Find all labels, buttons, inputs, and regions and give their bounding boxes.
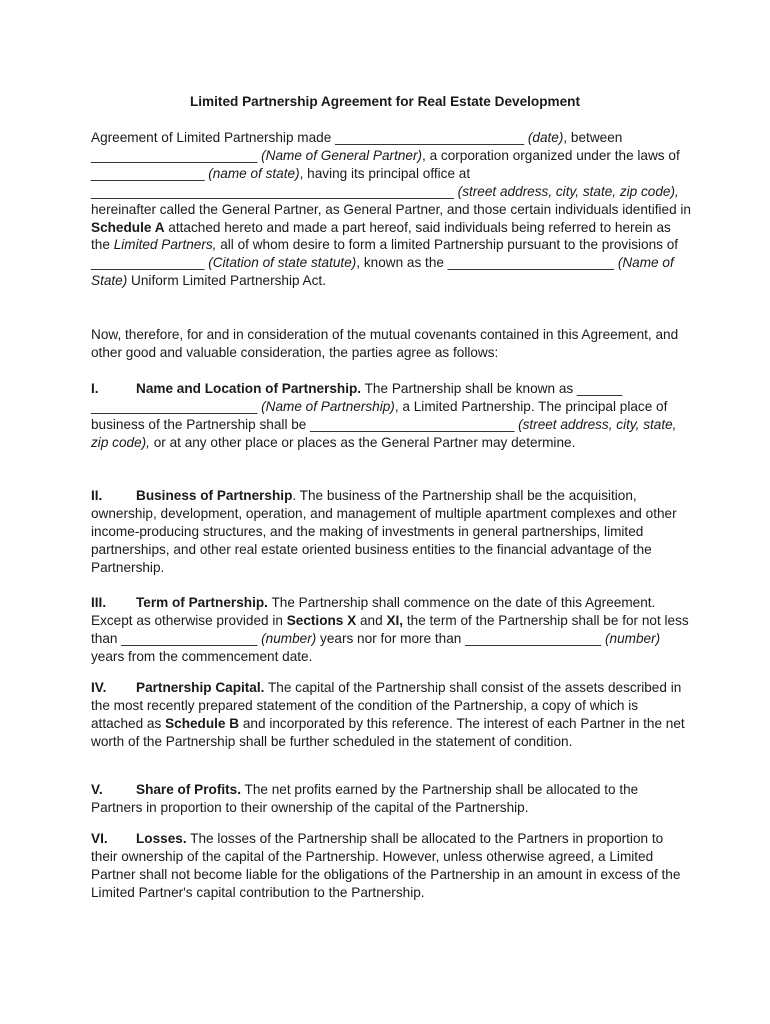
section-number: V.	[91, 782, 103, 797]
general-partner-blank: ______________________	[91, 147, 258, 163]
general-partner-hint: (Name of General Partner)	[261, 147, 423, 163]
section-heading: Term of Partnership.	[136, 595, 268, 610]
section-text: and incorporated by this reference. The interest of each Partner in the net worth of the Partnership shall be further scheduled in the statement of condition.	[91, 715, 685, 749]
document-title: Limited Partnership Agreement for Real Estate Development	[189, 94, 581, 109]
state-blank: _______________	[91, 165, 205, 181]
intro-text: attached hereto and made a part hereof, said individuals being referred to herein as the	[91, 219, 671, 253]
section-number: IV.	[91, 680, 107, 695]
schedule-a-ref: Schedule A	[91, 219, 165, 235]
statute-hint: (Citation of state statute)	[208, 255, 357, 271]
section-text: . The business of the Partnership shall be the acquisition, ownership, development, operation, and management of multiple apartment complexes and other income-producing structures, and the making of investments in general partnerships, limited partnerships, and other real estate oriented business entities to the financial advantage of the Partnership.	[91, 488, 677, 575]
schedule-b-ref: Schedule B	[165, 715, 240, 731]
statute-blank: _______________	[91, 255, 205, 271]
section-text: The losses of the Partnership shall be allocated to the Partners in proportion to their ownership of the capital of the Partnership. However, unless otherwise agreed, a Limited Partner shall not become liable for the obligations of the Partnership in an amount in excess of the Limited Partner's capital contribution to the Partnership.	[91, 831, 681, 900]
section-text: or at any other place or places as the General Partner may determine.	[149, 434, 576, 450]
address-blank: ________________________________________________	[91, 183, 454, 199]
sections-x-ref: Sections X	[286, 612, 357, 628]
section-5	[91, 781, 691, 817]
partnership-name-hint: (Name of Partnership)	[261, 398, 395, 414]
section-text: The Partnership shall commence on the date of this Agreement. Except as otherwise provided in	[91, 595, 656, 628]
state-hint: (name of state)	[208, 165, 300, 181]
date-blank: _________________________	[335, 130, 525, 145]
name-of-state-blank: ______________________	[447, 255, 615, 271]
number-hint: (number)	[604, 630, 661, 646]
intro-paragraph	[91, 129, 691, 290]
intro-text: , a corporation organized under the laws of	[422, 147, 680, 163]
max-years-blank: __________________	[465, 630, 602, 646]
number-hint: (number)	[261, 630, 317, 646]
section-heading: Name and Location of Partnership.	[136, 381, 362, 396]
limited-partners-term: Limited Partners,	[113, 237, 217, 253]
section-heading: Partnership Capital.	[136, 680, 265, 695]
intro-text: Uniform Limited Partnership Act.	[127, 273, 326, 289]
section-text: the term of the Partnership shall be for not less than	[91, 612, 689, 646]
section-6	[91, 830, 691, 902]
section-1	[91, 380, 691, 452]
intro-text: Agreement of Limited Partnership made	[91, 130, 336, 145]
section-text: and	[356, 612, 387, 628]
place-of-business-hint: (street address, city, state, zip code),	[91, 416, 677, 450]
section-text: The Partnership shall be known as	[361, 381, 577, 396]
intro-text: hereinafter called the General Partner, as General Partner, and those certain individuals identified in	[91, 201, 691, 217]
section-heading: Business of Partnership	[136, 488, 293, 503]
section-2	[91, 487, 691, 577]
address-hint: (street address, city, state, zip code),	[457, 183, 679, 199]
place-of-business-blank: ___________________________	[310, 416, 515, 432]
section-text: , a Limited Partnership. The principal place of business of the Partnership shall be	[91, 398, 668, 432]
section-number: II.	[91, 488, 103, 503]
min-years-blank: __________________	[121, 630, 258, 646]
intro-text: , known as the	[356, 255, 448, 271]
intro-text: , having its principal office at	[299, 165, 471, 181]
name-of-state-hint: (Name of State)	[91, 255, 674, 289]
partnership-name-blank: ______ ______________________	[91, 381, 623, 414]
intro-text: , between	[563, 130, 623, 145]
whereas-paragraph: Now, therefore, for and in consideration of the mutual covenants contained in this Agreement, and other good and valuable consideration, the parties agree as follows:	[91, 327, 679, 360]
section-heading: Losses.	[136, 831, 187, 846]
date-hint: (date)	[527, 130, 564, 145]
section-text: The capital of the Partnership shall consist of the assets described in the most recently prepared statement of the condition of the Partnership, a copy of which is attached as	[91, 680, 682, 731]
section-heading: Share of Profits.	[136, 782, 241, 797]
section-3	[91, 594, 691, 666]
section-text: years from the commencement date.	[91, 648, 313, 664]
section-text: The net profits earned by the Partnership shall be allocated to the Partners in proportion to their ownership of the capital of the Partnership.	[91, 782, 639, 815]
intro-text: all of whom desire to form a limited Partnership pursuant to the provisions of	[216, 237, 679, 253]
section-number: VI.	[91, 831, 108, 846]
section-number: III.	[91, 595, 107, 610]
section-text: years nor for more than	[316, 630, 466, 646]
section-4	[91, 679, 691, 751]
section-xi-ref: XI,	[386, 612, 404, 628]
section-number: I.	[91, 381, 99, 396]
